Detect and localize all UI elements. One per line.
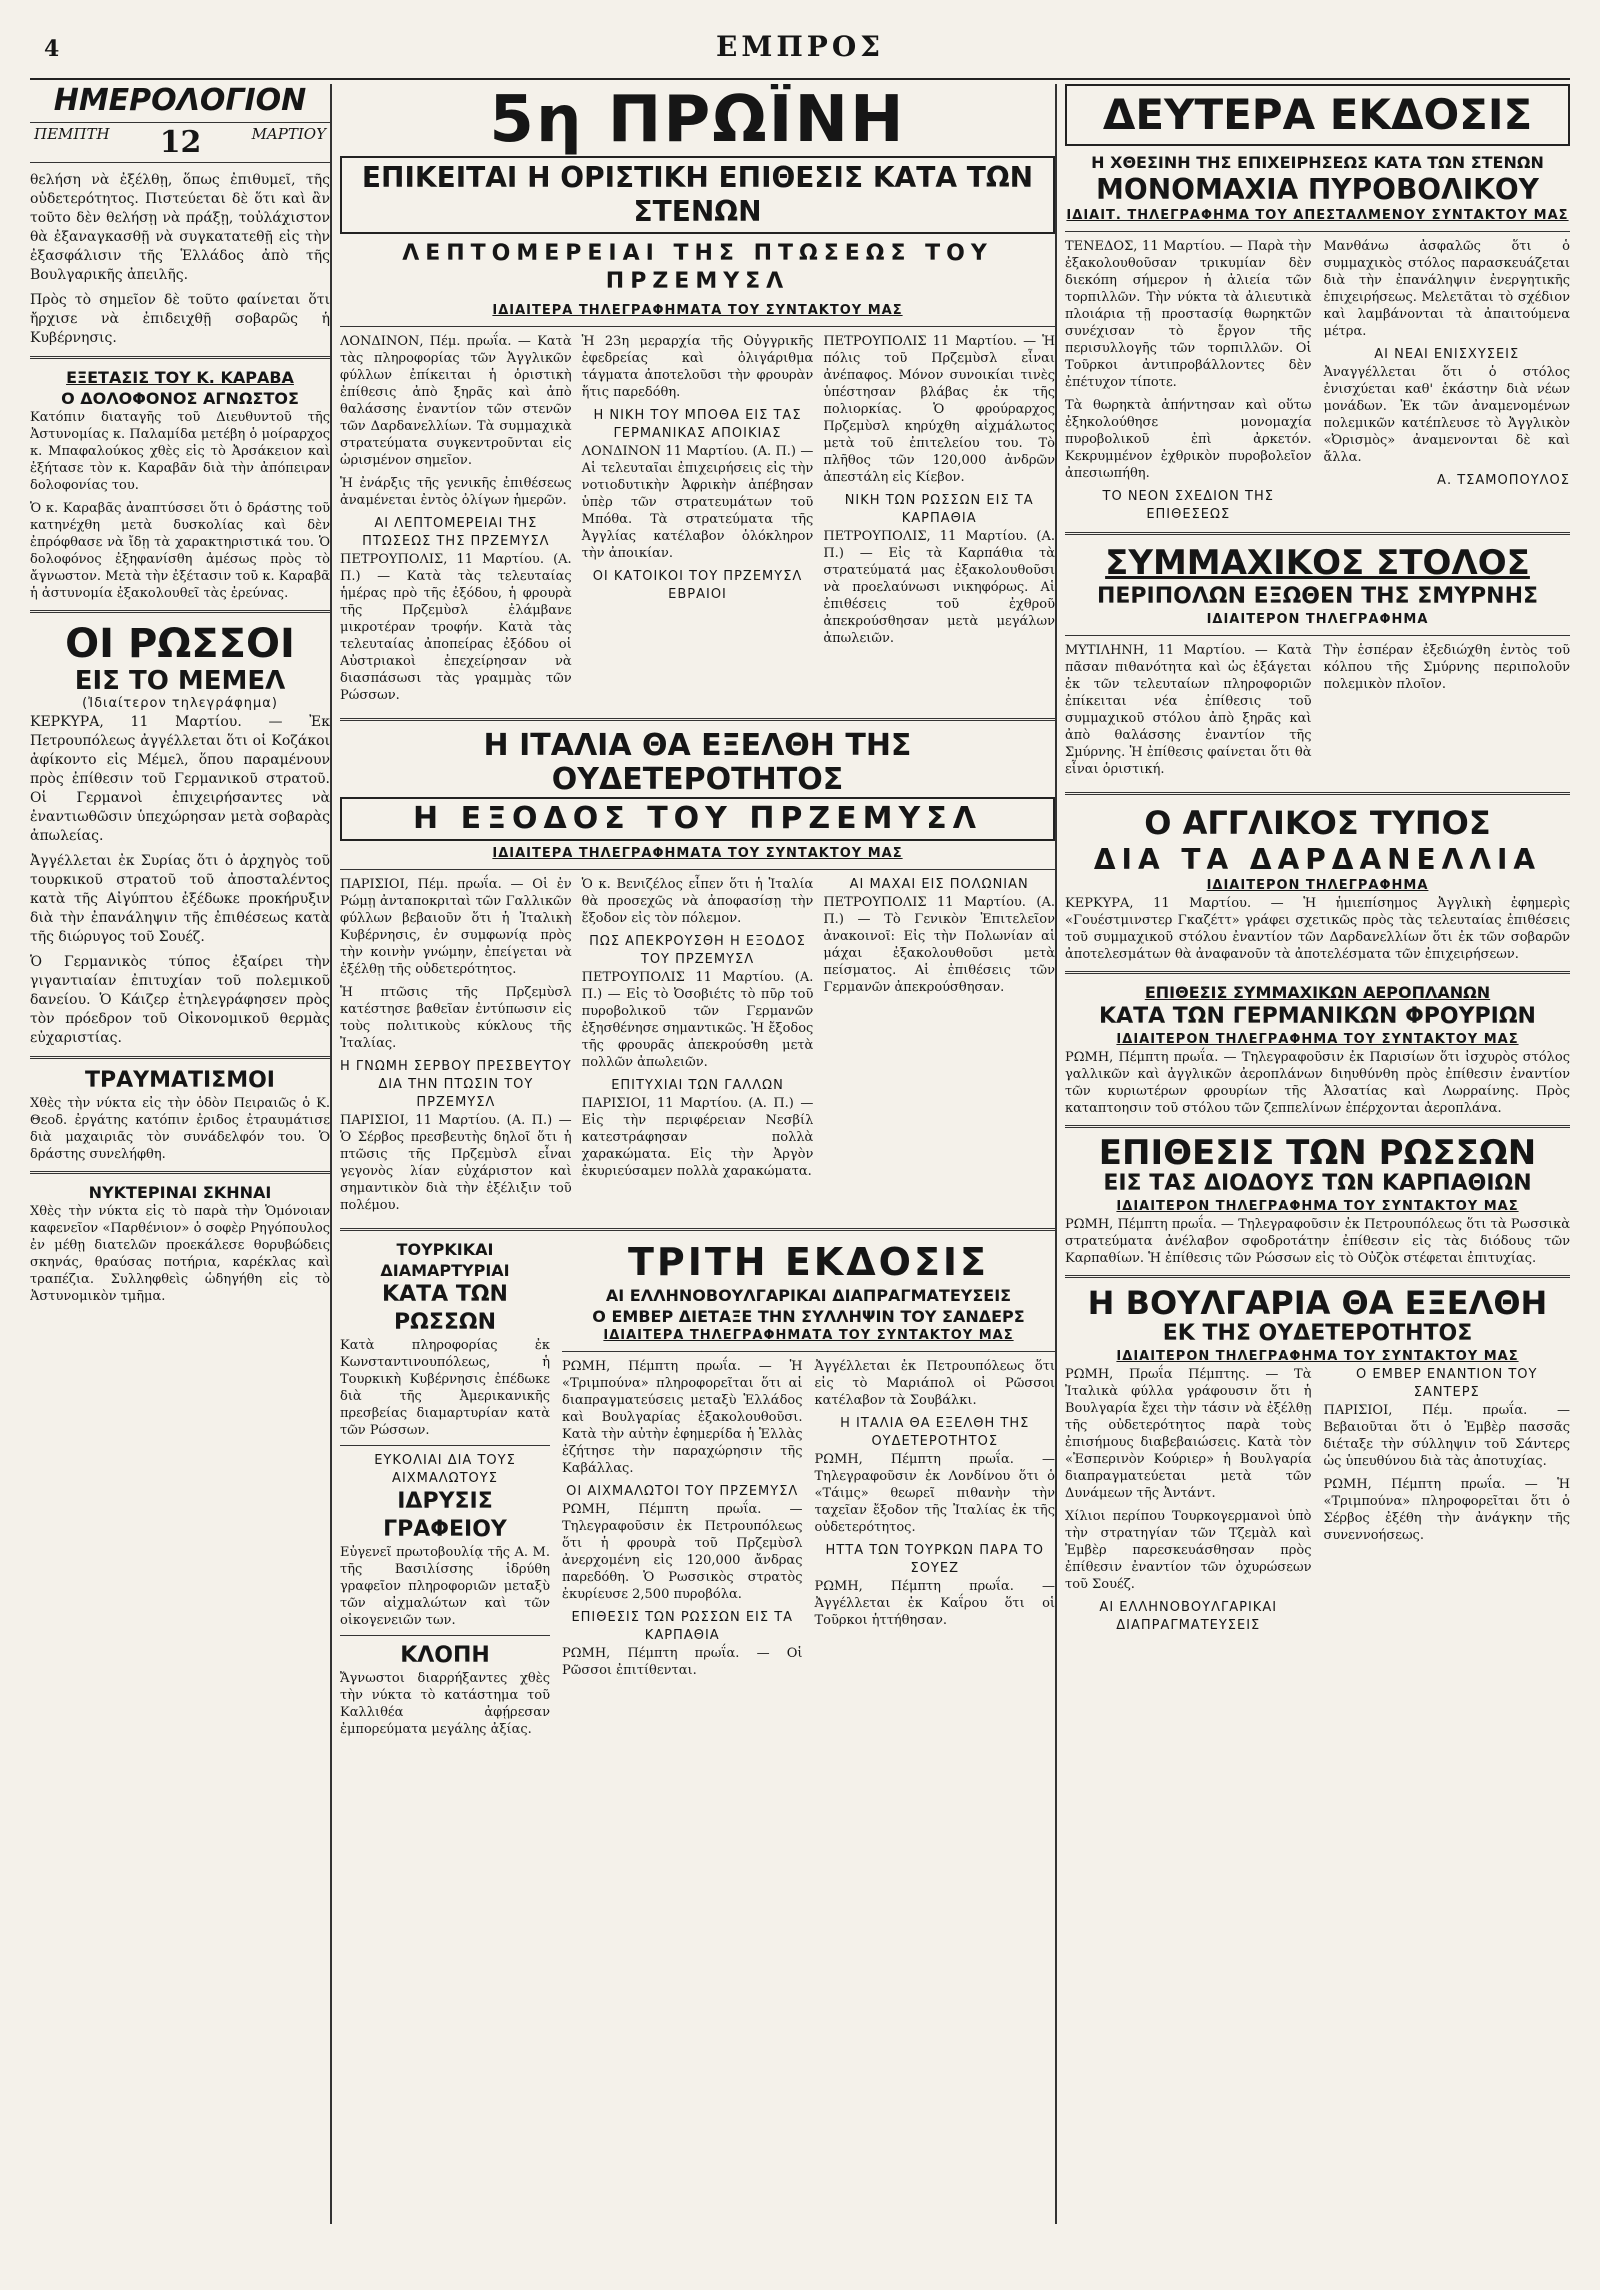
paragraph: ΛΟΝΔΙΝΟΝ, Πέμ. πρωΐα. — Κατὰ τὰς πληροφορίας τῶν Ἀγγλικῶν φύλλων ἐπίκειται ἡ ὁριστικὴ ἐπίθεσις ἀπὸ ξηρᾶς καὶ ἀπὸ θαλάσσης ἐναντίον τῶν στενῶν τῶν Δαρδανελλίων. Τὰ συμμαχικὰ στρατεύματα συγκεντροῦνται εἰς ὡρισμένον σημεῖον. (340, 334, 572, 468)
paragraph: Χθὲς τὴν νύκτα εἰς τὴν ὁδὸν Πειραιῶς ὁ Κ. Θεοδ. ἐργάτης κατόπιν ἐριδος ἐτραυμάτισε διὰ μαχαιριᾶς τὸν συνάδελφόν του. Ὁ δράστης συνελήφθη. (30, 1096, 330, 1162)
section-title: ΤΟΥΡΚΙΚΑΙ ΔΙΑΜΑΡΤΥΡΙΑΙ (380, 1240, 510, 1280)
column-right (1065, 84, 1570, 2224)
paragraph: Χίλιοι περίπου Τουρκογερμανοὶ ὑπὸ τὴν στρατηγίαν τῶν Τζεμὰλ καὶ Ἐμβὲρ παρεσκευάσθησαν πρὸς ἐπίθεσιν ἐναντίον τῶν ὀχυρώσεων τοῦ Σουέζ. (1065, 1509, 1312, 1592)
section-title: ΟΙ ΡΩΣΣΟΙ (65, 621, 295, 667)
paragraph: Εὐγενεῖ πρωτοβουλίᾳ τῆς Α. Μ. τῆς Βασιλίσσης ἱδρύθη γραφεῖον πληροφοριῶν μεταξὺ τῶν αἰχμαλώτων καὶ τῶν οἰκογενειῶν των. (340, 1545, 550, 1628)
article-columns (340, 876, 1055, 1220)
paragraph: Μανθάνω ἀσφαλῶς ὅτι ὁ συμμαχικὸς στόλος παρασκευάζεται διὰ τὴν ἐπανάληψιν ἐνεργητικῆς ἐπιχειρήσεως. Μελετᾶται τὸ σχέδιον καὶ λαμβάνονται τὰ ἀπαιτούμενα μέτρα. (1323, 239, 1570, 339)
dateline (30, 122, 330, 163)
section-note: (Ἰδιαίτερον τηλεγράφημα) (82, 696, 278, 711)
section-title: ΕΥΚΟΛΙΑΙ ΔΙΑ ΤΟΥΣ ΑΙΧΜΑΛΩΤΟΥΣ (374, 1453, 516, 1486)
page-number: 4 (44, 36, 60, 62)
headline: Η ΧΘΕΣΙΝΗ ΤΗΣ ΕΠΙΧΕΙΡΗΣΕΩΣ ΚΑΤΑ ΤΩΝ ΣΤΕΝΩΝ (1091, 153, 1544, 172)
headline: ΣΥΜΜΑΧΙΚΟΣ ΣΤΟΛΟΣ (1105, 543, 1530, 583)
paragraph: ΠΑΡΙΣΙΟΙ, 11 Μαρτίου. (Α. Π.) — Ὁ Σέρβος πρεσβευτὴς δηλοῖ ὅτι ἡ πτῶσις τῆς Πρζεμὺσλ εἶναι γεγονὸς λίαν εὐχάριστον καὶ σημαντικὸν διὰ τὴν ἐξέλιξιν τοῦ πολέμου. (340, 1113, 572, 1213)
byline: ΙΔΙΑΙΤ. ΤΗΛΕΓΡΑΦΗΜΑ ΤΟΥ ΑΠΕΣΤΑΛΜΕΝΟΥ ΣΥΝΤΑΚΤΟΥ ΜΑΣ (1066, 208, 1569, 223)
paragraph: ΡΩΜΗ, Πέμπτη πρωΐα. — Ἡ «Τριμπούνα» πληροφορεῖται ὅτι ὁ Σέρβος ἐξέθη τὴν ἀνάγκην τῆς συνεννοήσεως. (1323, 1477, 1570, 1543)
masthead (30, 30, 1570, 80)
newspaper-page (30, 30, 1570, 2230)
subheading: ΟΙ ΑΙΧΜΑΛΩΤΟΙ ΤΟΥ ΠΡΖΕΜΥΣΛ (566, 1484, 799, 1499)
edition-title: 5η ΠΡΩΪΝΗ (489, 84, 906, 157)
paragraph: Πρὸς τὸ σημεῖον δὲ τοῦτο φαίνεται ὅτι ἤρχισε νὰ ἐπιδειχθῇ σοβαρῶς ἡ Κυβέρνησις. (30, 292, 330, 346)
section-title: ΕΞΕΤΑΣΙΣ ΤΟΥ Κ. ΚΑΡΑΒΑ (66, 368, 294, 387)
paragraph: Ὁ κ. Καραβᾶς ἀναπτύσσει ὅτι ὁ δράστης τοῦ κατηνέχθη μετὰ δυσκολίας καὶ δὲν ἐπρόφθασε νὰ ἴδῃ τὰ χαρακτηριστικά του. Ὁ δολοφόνος ἐξηφανίσθη ἀμέσως πρὸς τὸ ἄγνωστον. Μετὰ τὴν ἐξέτασιν τοῦ κ. Καραβᾶ ἡ ἀστυνομία ἐξακολουθεῖ τὰς ἐρεύνας. (30, 501, 330, 601)
paragraph: ΠΕΤΡΟΥΠΟΛΙΣ 11 Μαρτίου. (Α. Π.) — Τὸ Γενικὸν Ἐπιτελεῖον ἀνακοινοῖ: Εἰς τὴν Πολωνίαν αἱ μάχαι ἐξακολουθοῦσι μετὰ πείσματος. Αἱ ἐπιθέσεις τῶν Γερμανῶν ἀπεκρούσθησαν. (823, 895, 1056, 995)
headline-subtitle: ΚΑΤΑ ΤΩΝ ΓΕΡΜΑΝΙΚΩΝ ΦΡΟΥΡΙΩΝ (1099, 1004, 1536, 1029)
headline-subtitle: ΛΕΠΤΟΜΕΡΕΙΑΙ ΤΗΣ ΠΤΩΣΕΩΣ ΤΟΥ ΠΡΖΕΜΥΣΛ (402, 241, 993, 294)
paragraph: ΡΩΜΗ, Πέμπτη πρωΐα. — Τηλεγραφοῦσιν ἐκ Παρισίων ὅτι ἰσχυρὸς στόλος γαλλικῶν καὶ ἀγγλικῶν ἀεροπλάνων διηυθύνθη πρὸς ἐπίθεσιν ἐναντίον τῶν κυριωτέρων φρουρίων τῆς Ἀλσατίας καὶ Λωρραίνης. Πρὸς καταπτοησιν τοῦ στόλου τῶν ζεππελίνων ἐπέρχονται ἀεροπλάνα. (1065, 1050, 1570, 1116)
subheading: ΑΙ ΜΑΧΑΙ ΕΙΣ ΠΟΛΩΝΙΑΝ (849, 877, 1029, 892)
headline-subtitle: ΕΚ ΤΗΣ ΟΥΔΕΤΕΡΟΤΗΤΟΣ (1162, 1321, 1473, 1346)
subheading: ΟΙ ΚΑΤΟΙΚΟΙ ΤΟΥ ΠΡΖΕΜΥΣΛ ΕΒΡΑΙΟΙ (592, 569, 803, 602)
headline-subtitle: Ο ΕΜΒΕΡ ΔΙΕΤΑΞΕ ΤΗΝ ΣΥΛΛΗΨΙΝ ΤΟΥ ΣΑΝΔΕΡΣ (592, 1307, 1025, 1326)
headline: ΕΠΙΘΕΣΙΣ ΣΥΜΜΑΧΙΚΩΝ ΑΕΡΟΠΛΑΝΩΝ (1144, 983, 1491, 1002)
month: ΜΑΡΤΙΟΥ (251, 125, 326, 143)
paragraph: Χθὲς τὴν νύκτα εἰς τὸ παρὰ τὴν Ὁμόνοιαν καφενεῖον «Παρθένιον» ὁ σοφὲρ Ρηγόπουλος ἐν μέθῃ διατελῶν προεκάλεσε θορυβώδεις σκηνάς, θραύσας ποτήρια, καρέκλας καὶ τραπέζια. Συλληφθεὶς ὡδηγήθη εἰς τὸ Ἀστυνομικὸν τμῆμα. (30, 1204, 330, 1304)
paragraph: Ἀγγέλλεται ἐκ Συρίας ὅτι ὁ ἀρχηγὸς τοῦ τουρκικοῦ στρατοῦ τοῦ ἀποσταλέντος κατὰ τῆς Αἰγύπτου ἐξέδωκε προκήρυξιν διὰ τὴν ἐπανάληψιν τῆς ἐπιθέσεως κατὰ τῆς διώρυγος τοῦ Σουέζ. (30, 853, 330, 945)
paragraph: Ὁ κ. Βενιζέλος εἶπεν ὅτι ἡ Ἰταλία θὰ προσεχῶς νὰ ἀποφασίσῃ τὴν ἔξοδον εἰς τὸν πόλεμον. (581, 877, 814, 926)
subheading: ΤΟ ΝΕΟΝ ΣΧΕΔΙΟΝ ΤΗΣ ΕΠΙΘΕΣΕΩΣ (1102, 489, 1274, 522)
article-columns (562, 1358, 1055, 1685)
byline: ΙΔΙΑΙΤΕΡΟΝ ΤΗΛΕΓΡΑΦΗΜΑ ΤΟΥ ΣΥΝΤΑΚΤΟΥ ΜΑΣ (1116, 1349, 1519, 1364)
section-title: ΚΛΟΠΗ (400, 1643, 490, 1668)
article-columns (1065, 238, 1570, 524)
headline-subtitle: ΜΟΝΟΜΑΧΙΑ ΠΥΡΟΒΟΛΙΚΟΥ (1096, 173, 1539, 206)
headline: Η ΙΤΑΛΙΑ ΘΑ ΕΞΕΛΘΗ ΤΗΣ ΟΥΔΕΤΕΡΟΤΗΤΟΣ (483, 728, 912, 797)
paragraph: ΡΩΜΗ, Πέμπτη πρωΐα. — Ἡ «Τριμπούνα» πληροφορεῖται ὅτι αἱ διαπραγματεύσεις μεταξὺ Ἑλλάδος καὶ Βουλγαρίας ἐξακολουθοῦσι. Κατὰ τὴν αὐτὴν ἐφημερίδα ἡ Ἑλλὰς ἐζήτησε τὴν παραχώρησιν τῆς Καβάλλας. (562, 1359, 803, 1476)
paragraph: Ἄγνωστοι διαρρήξαντες χθὲς τὴν νύκτα τὸ κατάστημα τοῦ Καλλιθέα ἀφῄρεσαν ἐμπορεύματα μεγάλης ἀξίας. (340, 1671, 550, 1737)
paragraph: ΜΥΤΙΛΗΝΗ, 11 Μαρτίου. — Κατὰ πᾶσαν πιθανότητα καὶ ὡς ἐξάγεται ἐκ τῶν τελευταίων πληροφοριῶν ἐπίκειται νέα ἐπίθεσις τοῦ συμμαχικοῦ στόλου ἀπὸ ξηρᾶς καὶ ἀπὸ θαλάσσης ἐναντίον τῆς Σμύρνης. Ἡ ἐπίθεσις φαίνεται ὅτι θὰ εἶναι ὁριστική. (1065, 643, 1312, 777)
section-subtitle: ΕΙΣ ΤΟ ΜΕΜΕΛ (74, 666, 286, 696)
section-subtitle: ΙΔΡΥΣΙΣ ΓΡΑΦΕΙΟΥ (383, 1489, 507, 1542)
columns (30, 84, 1570, 2224)
subheading: ΕΠΙΘΕΣΙΣ ΤΩΝ ΡΩΣΣΩΝ ΕΙΣ ΤΑ ΚΑΡΠΑΘΙΑ (571, 1610, 794, 1643)
subheading: Η ΝΙΚΗ ΤΟΥ ΜΠΟΘΑ ΕΙΣ ΤΑΣ ΓΕΡΜΑΝΙΚΑΣ ΑΠΟΙΚΙΑΣ (593, 408, 802, 441)
paragraph: ΡΩΜΗ, Πέμπτη πρωΐα. — Τηλεγραφοῦσιν ἐκ Πετρουπόλεως ὅτι ἡ φρουρὰ τοῦ Πρζεμὺσλ ἀνερχομένη εἰς 120,000 ἄνδρας παρεδόθη. Ὁ Ρωσσικὸς στρατὸς ἐκυρίευσε 2,500 πυροβόλα. (562, 1502, 803, 1602)
paragraph: Ἡ πτῶσις τῆς Πρζεμὺσλ κατέστησε βαθεῖαν ἐντύπωσιν εἰς τοὺς πολιτικοὺς κύκλους τῆς Ἰταλίας. (340, 985, 572, 1051)
column-left (30, 84, 332, 2224)
section-title: ΤΡΑΥΜΑΤΙΣΜΟΙ (84, 1068, 275, 1093)
subheading: ΠΩΣ ΑΠΕΚΡΟΥΣΘΗ Η ΕΞΟΔΟΣ ΤΟΥ ΠΡΖΕΜΥΣΛ (589, 934, 806, 967)
lower-section (340, 1239, 1055, 1744)
section-subtitle: Ο ΔΟΛΟΦΟΝΟΣ ΑΓΝΩΣΤΟΣ (61, 389, 299, 408)
paragraph: Τὴν ἑσπέραν ἐξεδιώχθη ἐντὸς τοῦ κόλπου τῆς Σμύρνης περιπολοῦν πολεμικὸν πλοῖον. (1323, 643, 1570, 692)
byline: ΙΔΙΑΙΤΕΡΟΝ ΤΗΛΕΓΡΑΦΗΜΑ (1206, 878, 1429, 893)
subheading: ΑΙ ΝΕΑΙ ΕΝΙΣΧΥΣΕΙΣ (1374, 347, 1520, 362)
byline: ΙΔΙΑΙΤΕΡΑ ΤΗΛΕΓΡΑΦΗΜΑΤΑ ΤΟΥ ΣΥΝΤΑΚΤΟΥ ΜΑΣ (492, 303, 903, 318)
section-title: ΝΥΚΤΕΡΙΝΑΙ ΣΚΗΝΑΙ (88, 1183, 272, 1202)
paragraph: Κατὰ πληροφορίας ἐκ Κωνσταντινουπόλεως, ἡ Τουρκικὴ Κυβέρνησις ἐπέδωκε διὰ τῆς Ἀμερικανικῆς πρεσβείας διαμαρτυρίαν κατὰ τῶν Ρώσσων. (340, 1338, 550, 1438)
paragraph: Ἀγγέλλεται ἐκ Πετρουπόλεως ὅτι εἰς τὸ Μαριάπολ οἱ Ρῶσσοι κατέλαβον τὰ Σουβάλκι. (814, 1359, 1055, 1408)
article-columns (340, 333, 1055, 710)
signature: Α. ΤΣΑΜΟΠΟΥΛΟΣ (1437, 473, 1570, 488)
subheading: ΕΠΙΤΥΧΙΑΙ ΤΩΝ ΓΑΛΛΩΝ (611, 1078, 784, 1093)
weekday: ΠΕΜΠΤΗ (34, 125, 110, 143)
headline-subtitle: ΠΕΡΙΠΟΛΩΝ ΕΞΩΘΕΝ ΤΗΣ ΣΜΥΡΝΗΣ (1096, 584, 1539, 609)
byline: ΙΔΙΑΙΤΕΡΑ ΤΗΛΕΓΡΑΦΗΜΑΤΑ ΤΟΥ ΣΥΝΤΑΚΤΟΥ ΜΑΣ (492, 846, 903, 861)
subheading: ΝΙΚΗ ΤΩΝ ΡΩΣΣΩΝ ΕΙΣ ΤΑ ΚΑΡΠΑΘΙΑ (844, 493, 1034, 526)
paragraph: ΡΩΜΗ, Πέμπτη πρωΐα. — Τηλεγραφοῦσιν ἐκ Πετρουπόλεως ὅτι τὰ Ρωσσικὰ στρατεύματα ἀνέλαβον σφοδροτάτην ἐπίθεσιν εἰς τὰς διόδους τῶν Καρπαθίων. Ἡ ἐπίθεσις τῶν Ρώσσων εἰς τὸ Οὐζὸκ στέφεται ἐπιτυχίας. (1065, 1217, 1570, 1266)
article-columns (1065, 1366, 1570, 1635)
edition-title: ΤΡΙΤΗ ΕΚΔΟΣΙΣ (627, 1240, 990, 1284)
subheading: Η ΓΝΩΜΗ ΣΕΡΒΟΥ ΠΡΕΣΒΕΥΤΟΥ ΔΙΑ ΤΗΝ ΠΤΩΣΙΝ ΤΟΥ ΠΡΖΕΜΥΣΛ (340, 1059, 572, 1110)
paragraph: θελήση νὰ ἐξέλθῃ, ὅπως ἐπιθυμεῖ, τῆς οὐδετερότητος. Πιστεύεται δὲ ὅτι καὶ ἂν τοῦτο δὲν θελήσῃ νὰ πράξῃ, τοὐλάχιστον θὰ ἐξαναγκασθῇ νὰ συγκατατεθῇ εἰς τὴν ἐξασφάλισιν τῆς Ἑλλάδος ἀπὸ τῆς Βουλγαρικῆς ἀπειλῆς. (30, 172, 330, 283)
paragraph: ΡΩΜΗ, Πέμπτη πρωΐα. — Τηλεγραφοῦσιν ἐκ Λονδίνου ὅτι ὁ «Τάιμς» θεωρεῖ πιθανὴν τὴν ταχεῖαν ἔξοδον τῆς Ἰταλίας ἐκ τῆς οὐδετερότητος. (814, 1452, 1055, 1535)
subheading: Η ΙΤΑΛΙΑ ΘΑ ΕΞΕΛΘΗ ΤΗΣ ΟΥΔΕΤΕΡΟΤΗΤΟΣ (840, 1416, 1030, 1449)
paragraph: ΚΕΡΚΥΡΑ, 11 Μαρτίου. — Ἡ ἡμιεπίσημος Ἀγγλικὴ ἐφημερὶς «Γουέστμινστερ Γκαζέττ» γράφει σχετικῶς πρὸς τὰς τελευταίας ἐπιθέσεις τοῦ συμμαχικοῦ στόλου ἐναντίον τῶν Δαρδανελλίων ὅτι ἐκ τῶν σοβαρῶν ἀποτελεσμάτων θὰ ἀναφανοῦν τὰ ἀποτελέσματα τῶν ἐπιχειρήσεων. (1065, 896, 1570, 962)
paragraph: Ἡ ἐνάρξις τῆς γενικῆς ἐπιθέσεως ἀναμένεται ἐντὸς ὀλίγων ἡμερῶν. (340, 476, 572, 508)
headline: Ο ΑΓΓΛΙΚΟΣ ΤΥΠΟΣ (1144, 804, 1491, 842)
byline: ΙΔΙΑΙΤΕΡΟΝ ΤΗΛΕΓΡΑΦΗΜΑ (1206, 612, 1429, 627)
headline: Η ΒΟΥΛΓΑΡΙΑ ΘΑ ΕΞΕΛΘΗ (1087, 1284, 1548, 1322)
edition-title: ΔΕΥΤΕΡΑ ΕΚΔΟΣΙΣ (1065, 84, 1570, 146)
section-subtitle: ΚΑΤΑ ΤΩΝ ΡΩΣΣΩΝ (382, 1282, 508, 1335)
byline: ΙΔΙΑΙΤΕΡΟΝ ΤΗΛΕΓΡΑΦΗΜΑ ΤΟΥ ΣΥΝΤΑΚΤΟΥ ΜΑΣ (1116, 1199, 1519, 1214)
day-number: 12 (159, 125, 202, 160)
paragraph: ΡΩΜΗ, Πέμπτη πρωΐα. — Ἀγγέλλεται ἐκ Καΐρου ὅτι οἱ Τοῦρκοι ἡττήθησαν. (814, 1579, 1055, 1628)
subheading: ΗΤΤΑ ΤΩΝ ΤΟΥΡΚΩΝ ΠΑΡΑ ΤΟ ΣΟΥΕΖ (825, 1543, 1044, 1576)
paragraph: ΠΕΤΡΟΥΠΟΛΙΣ, 11 Μαρτίου. (Α. Π.) — Εἰς τὰ Καρπάθια τὰ στρατεύματά μας ἐξακολουθοῦσι νὰ προελαύνωσι νικηφόρως. Αἱ ἐπιθέσεις τοῦ ἐχθροῦ ἀπεκρούσθησαν μετὰ μεγάλων ἀπωλειῶν. (823, 529, 1056, 646)
paragraph: ΡΩΜΗ, Πέμπτη πρωΐα. — Οἱ Ρῶσσοι ἐπιτίθενται. (562, 1646, 803, 1678)
paragraph: ΡΩΜΗ, Πρωΐα Πέμπτης. — Τὰ Ἰταλικὰ φύλλα γράφουσιν ὅτι ἡ Βουλγαρία ἔχει τὴν τάσιν νὰ ἐξέλθῃ τῆς οὐδετερότητος παρὰ τοὺς ἐπισήμους διαβεβαιώσεις. Κατὰ τὸν «Ἐσπερινὸν Κούριερ» ἡ Βουλγαρία διαπραγματεύεται μετὰ τῶν Δυνάμεων τῆς Ἀντάντ. (1065, 1367, 1312, 1501)
subheading: Ο ΕΜΒΕΡ ΕΝΑΝΤΙΟΝ ΤΟΥ ΣΑΝΤΕΡΣ (1356, 1367, 1538, 1400)
paragraph: ΠΑΡΙΣΙΟΙ, Πέμ. πρωΐα. — Οἱ ἐν Ρώμῃ ἀνταποκριταὶ τῶν Γαλλικῶν φύλλων βεβαιοῦν ὅτι ἡ Ἰταλικὴ Κυβέρνησις, ἐν συμφωνίᾳ πρὸς τὴν κοινὴν γνώμην, ἐπείγεται νὰ ἐξέλθῃ τῆς οὐδετερότητος. (340, 877, 572, 977)
article-columns (1065, 642, 1570, 784)
byline: ΙΔΙΑΙΤΕΡΑ ΤΗΛΕΓΡΑΦΗΜΑΤΑ ΤΟΥ ΣΥΝΤΑΚΤΟΥ ΜΑΣ (603, 1328, 1014, 1343)
subheading: ΑΙ ΛΕΠΤΟΜΕΡΕΙΑΙ ΤΗΣ ΠΤΩΣΕΩΣ ΤΗΣ ΠΡΖΕΜΥΣΛ (362, 516, 550, 549)
paragraph: Κατόπιν διαταγῆς τοῦ Διευθυντοῦ τῆς Ἀστυνομίας κ. Παλαμίδα μετέβη ὁ μοίραρχος κ. Μπαφαλούκος χθὲς εἰς τὸ Ἀρσάκειον καὶ ἐξήτασε τὸν κ. Καραβᾶν διὰ τὴν ἀπόπειραν δολοφονίας του. (30, 410, 330, 493)
paragraph: ΠΑΡΙΣΙΟΙ, 11 Μαρτίου. (Α. Π.) — Εἰς τὴν περιφέρειαν Νεσβίλ κατεστράφησαν πολλὰ χαρακώματα. Εἰς τὴν Ἀργὸν ἐκυριεύσαμεν πολλὰ χαρακώματα. (581, 1096, 814, 1179)
paper-name: ΕΜΠΡΟΣ (715, 30, 885, 63)
paragraph: ΠΕΤΡΟΥΠΟΛΙΣ, 11 Μαρτίου. (Α. Π.) — Κατὰ τὰς τελευταίας ἡμέρας πρὸ τῆς ἐξόδου, ἡ φρουρὰ τῆς Πρζεμὺσλ ἐλάμβανε μικροτέραν τροφήν. Κατὰ τὰς τελευταίας ἀποπείρας ἐξόδου οἱ Αὐστριακοὶ ἐπεχείρησαν νὰ διασπάσωσι τὰς γραμμὰς τῶν Ρώσσων. (340, 552, 572, 703)
paragraph: Τὰ θωρηκτὰ ἀπήντησαν καὶ οὕτω ἐξηκολούθησε μονομαχία πυροβολικοῦ ἐπὶ ἀρκετόν. Κεκρυμμένον ἐχθρικὸν πυροβολεῖον ἀπεσιωπήθη. (1065, 398, 1312, 481)
paragraph: ΤΕΝΕΔΟΣ, 11 Μαρτίου. — Παρὰ τὴν ἐξακολουθοῦσαν τρικυμίαν δὲν διεκόπη σήμερον ἡ ἀλιεία τῶν τορπιλλῶν. Τὴν νύκτα τὰ ἀλιευτικὰ πλοιάρια τῇ προστασίᾳ θωρηκτῶν συνέχισαν τὸ ἔργον τῆς περισυλλογῆς τῶν τορπιλλῶν. Οἱ Τοῦρκοι ἀντιπροβάλλοντες δὲν ἐπέτυχον τίποτε. (1065, 239, 1312, 390)
paragraph: ΠΕΤΡΟΥΠΟΛΙΣ 11 Μαρτίου. (Α. Π.) — Εἰς τὸ Ὀσοβιέτς τὸ πῦρ τοῦ πυροβολικοῦ τῶν Γερμανῶν ἐξησθένησε σημαντικῶς. Ἡ ἔξοδος τῆς φρουρᾶς ἀπεκρούσθη μετὰ πολλῶν ἀπωλειῶν. (581, 970, 814, 1070)
headline-subtitle: Η ΕΞΟΔΟΣ ΤΟΥ ΠΡΖΕΜΥΣΛ (340, 797, 1055, 841)
paragraph: Ὁ Γερμανικὸς τύπος ἐξαίρει τὴν γιγαντιαίαν ἐπιτυχίαν τοῦ πολεμικοῦ δανείου. Ὁ Κάιζερ ἐτηλεγράφησεν πρὸς τὸν πρόεδρον τοῦ Οἰκονομικοῦ θερμὰς εὐχαριστίας. (30, 954, 330, 1046)
headline: ΕΠΙΚΕΙΤΑΙ Η ΟΡΙΣΤΙΚΗ ΕΠΙΘΕΣΙΣ ΚΑΤΑ ΤΩΝ ΣΤΕΝΩΝ (340, 156, 1055, 234)
paragraph: Ἀναγγέλλεται ὅτι ὁ στόλος ἐνισχύεται καθ' ἑκάστην διὰ νέων μονάδων. Ἐκ τῶν ἀναμενομένων πολεμικῶν κατέπλευσε τὸ Ἀγγλικὸν «Ὀρισμὸς» ἀναμενονται δὲ καὶ ἄλλα. (1323, 365, 1570, 465)
paragraph: Ἡ 23η μεραρχία τῆς Οὐγγρικῆς ἐφεδρείας καὶ ὀλιγάριθμα τάγματα ἀποτελοῦσι τὴν φρουρὰν ἥτις παρεδόθη. (581, 334, 814, 400)
headline: ΕΠΙΘΕΣΙΣ ΤΩΝ ΡΩΣΣΩΝ (1098, 1133, 1537, 1173)
headline-subtitle: ΔΙΑ ΤΑ ΔΑΡΔΑΝΕΛΛΙΑ (1093, 843, 1542, 876)
calendar-title: ΗΜΕΡΟΛΟΓΙΟΝ (53, 84, 307, 118)
paragraph: ΚΕΡΚΥΡΑ, 11 Μαρτίου. — Ἐκ Πετρουπόλεως ἀγγέλλεται ὅτι οἱ Κοζάκοι ἀφίκοντο εἰς Μέμελ, ὅπου παραμένουν πρὸς ἐπίθεσιν τοῦ Γερμανικοῦ στρατοῦ. Οἱ Γερμανοὶ ἐπιχειρήσαντες νὰ ἐναντιωθῶσιν ὑπεχώρησαν μετὰ σοβαρὰς ἀπωλείας. (30, 714, 330, 844)
headline: ΑΙ ΕΛΛΗΝΟΒΟΥΛΓΑΡΙΚΑΙ ΔΙΑΠΡΑΓΜΑΤΕΥΣΕΙΣ (605, 1286, 1012, 1305)
headline-subtitle: ΕΙΣ ΤΑΣ ΔΙΟΔΟΥΣ ΤΩΝ ΚΑΡΠΑΘΙΩΝ (1103, 1171, 1532, 1196)
paragraph: ΠΑΡΙΣΙΟΙ, Πέμ. πρωΐα. — Βεβαιοῦται ὅτι ὁ Ἐμβὲρ πασσᾶς διέταξε τὴν σύλληψιν τοῦ Σάντερς ὡς ὑπευθύνου διὰ τὰς ἀποτυχίας. (1323, 1403, 1570, 1469)
subheading: ΑΙ ΕΛΛΗΝΟΒΟΥΛΓΑΡΙΚΑΙ ΔΙΑΠΡΑΓΜΑΤΕΥΣΕΙΣ (1099, 1600, 1278, 1633)
paragraph: ΛΟΝΔΙΝΟΝ 11 Μαρτίου. (Α. Π.) — Αἱ τελευταῖαι ἐπιχειρήσεις εἰς τὴν νοτιοδυτικὴν Ἀφρικὴν ἀπέβησαν ὑπὲρ τῶν στρατευμάτων τοῦ Μπόθα. Τὰ στρατεύματα τῆς Ἀγγλίας κατέλαβον ὁλόκληρον τὴν ἀποικίαν. (581, 444, 814, 561)
paragraph: ΠΕΤΡΟΥΠΟΛΙΣ 11 Μαρτίου. — Ἡ πόλις τοῦ Πρζεμὺσλ εἶναι ἀνέπαφος. Μόνον συνοικίαι τινὲς ὑπέστησαν βλάβας ἐκ τῆς πολιορκίας. Ὁ φρούραρχος Πρζεμὺσλ κηρύχθη αἰχμάλωτος μετὰ τοῦ ἐπιτελείου του. Τὸ πλῆθος τῶν 120,000 ἀνδρῶν ἀπεστάλη εἰς Κίεβον. (823, 334, 1056, 485)
byline: ΙΔΙΑΙΤΕΡΟΝ ΤΗΛΕΓΡΑΦΗΜΑ ΤΟΥ ΣΥΝΤΑΚΤΟΥ ΜΑΣ (1116, 1032, 1519, 1047)
column-center (340, 84, 1057, 2224)
